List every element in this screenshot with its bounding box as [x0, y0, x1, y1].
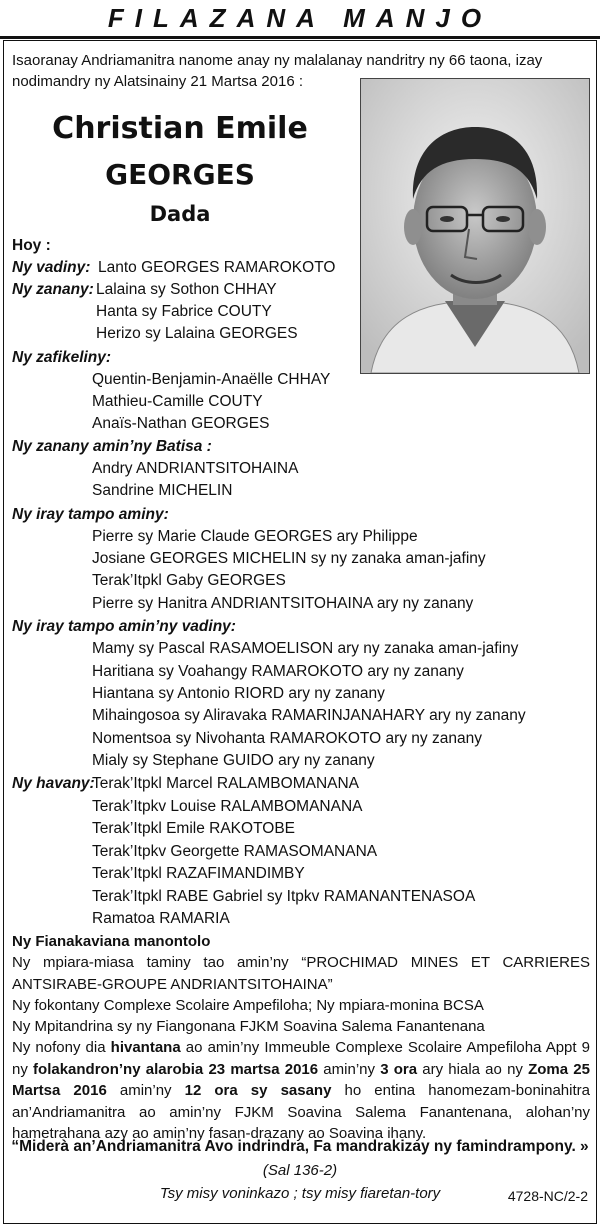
list-item: Mamy sy Pascal RASAMOELISON ary ny zanaka aman-jafiny [92, 640, 519, 657]
funeral-highlight: Zoma 25 Martsa 2016 [12, 1060, 590, 1099]
list-item: Lanto GEORGES RAMAROKOTO [98, 259, 336, 276]
list-item: Sandrine MICHELIN [92, 482, 233, 499]
funeral-text: ao amin’ny Immeuble Complexe Scolaire Ampefiloha Appt 9 ny [12, 1039, 590, 1078]
portrait-photo-icon [361, 79, 589, 373]
funeral-text: ho entina hanomezam-boninahitra an’Andriamanitra ao amin’ny FJKM Soavina Salema Fanantenana, alohan’ny hametrahana azy ao amin’ny fasan-drazany ao Soavina ihany. [12, 1082, 590, 1142]
funeral-details [12, 1037, 590, 1145]
funeral-highlight: 12 ora sy sasany [184, 1082, 332, 1099]
deceased-first-names: Christian Emile [52, 111, 308, 146]
list-item: Josiane GEORGES MICHELIN sy ny zanaka aman-jafiny [92, 550, 486, 567]
list-item: Terak’Itpkl Marcel RALAMBOMANANA [92, 775, 360, 792]
funeral-text: amin’ny [106, 1082, 185, 1099]
section-label-zanany: Ny zanany: [12, 281, 94, 298]
list-item: Terak’Itpkl RAZAFIMANDIMBY [92, 865, 305, 882]
deceased-surname: GEORGES [105, 158, 255, 191]
list-item: Pierre sy Hanitra ANDRIANTSITOHAINA ary ny zanany [92, 595, 474, 612]
list-item: Hanta sy Fabrice COUTY [96, 303, 272, 320]
list-item: Mathieu-Camille COUTY [92, 393, 263, 410]
list-item: Terak’Itpkl Gaby GEORGES [92, 572, 286, 589]
funeral-highlight: folakandron’ny alarobia 23 martsa 2016 [33, 1060, 319, 1078]
quote-reference: (Sal 136-2) [262, 1162, 338, 1179]
intro-text: Isaoranay Andriamanitra nanome anay ny malalanay nandritry ny 66 taona, izay nodimandry ny Alatsinainy 21 Martsa 2016 : [12, 52, 543, 90]
list-item: Nomentsoa sy Nivohanta RAMAROKOTO ary ny zanany [92, 730, 482, 747]
list-item: Haritiana sy Voahangy RAMAROKOTO ary ny zanany [92, 663, 464, 680]
list-item: Lalaina sy Sothon CHHAY [96, 281, 277, 298]
funeral-highlight: 3 ora [380, 1060, 418, 1078]
section-label-tampo-vady: Ny iray tampo amin’ny vadiny: [12, 618, 236, 635]
church-text: Ny Mpitandrina sy ny Fiangonana FJKM Soavina Salema Fanantenana [12, 1018, 485, 1035]
section-label-vady: Ny vadiny: [12, 259, 91, 276]
portrait-photo [360, 78, 590, 374]
funeral-text: amin’ny [318, 1060, 381, 1078]
colleagues-text: Ny mpiara-miasa taminy tao amin’ny “PROCHIMAD MINES ET CARRIERES ANTSIRABE-GROUPE ANDRIANTSITOHAINA” [12, 954, 590, 993]
deceased-relation: Dada [149, 202, 211, 226]
list-item: Quentin-Benjamin-Anaëlle CHHAY [92, 371, 331, 388]
reference-code: 4728-NC/2-2 [507, 1188, 588, 1204]
list-item: Terak’Itpkv Louise RALAMBOMANANA [92, 798, 363, 815]
section-label-havany: Ny havany: [12, 775, 95, 792]
list-item: Terak’Itpkl Emile RAKOTOBE [92, 820, 295, 837]
hoy-label: Hoy : [12, 237, 51, 254]
bible-quote: “Miderà an’Andriamanitra Avo indrindra, Fa mandrakizay ny famindrampony. » [11, 1138, 589, 1155]
section-label-zafikeliny: Ny zafikeliny: [12, 349, 112, 366]
closing-note: Tsy misy voninkazo ; tsy misy fiaretan-tory [159, 1185, 441, 1202]
list-item: Hiantana sy Antonio RIORD ary ny zanany [92, 685, 385, 702]
banner [0, 0, 600, 39]
section-label-tampo: Ny iray tampo aminy: [12, 506, 169, 523]
list-item: Mialy sy Stephane GUIDO ary ny zanany [92, 752, 375, 769]
banner-title: FILAZANA MANJO [107, 2, 493, 33]
fokontany-text: Ny fokontany Complexe Scolaire Ampefiloha; Ny mpiara-monina BCSA [12, 997, 484, 1014]
list-item: Terak’Itpkv Georgette RAMASOMANANA [92, 843, 378, 860]
list-item: Mihaingosoa sy Aliravaka RAMARINJANAHARY ary ny zanany [92, 707, 526, 724]
list-item: Pierre sy Marie Claude GEORGES ary Philippe [92, 528, 418, 545]
list-item: Anaïs-Nathan GEORGES [92, 415, 270, 432]
fianakaviana-label: Ny Fianakaviana manontolo [12, 933, 211, 950]
funeral-text: ary hiala ao ny [417, 1060, 529, 1078]
funeral-text: Ny nofony dia [12, 1039, 111, 1056]
section-label-batisa: Ny zanany amin’ny Batisa : [12, 438, 212, 455]
funeral-highlight: hivantana [110, 1039, 181, 1056]
list-item: Terak’Itpkl RABE Gabriel sy Itpkv RAMANANTENASOA [92, 888, 476, 905]
list-item: Herizo sy Lalaina GEORGES [96, 325, 298, 342]
list-item: Ramatoa RAMARIA [92, 910, 230, 927]
list-item: Andry ANDRIANTSITOHAINA [92, 460, 299, 477]
